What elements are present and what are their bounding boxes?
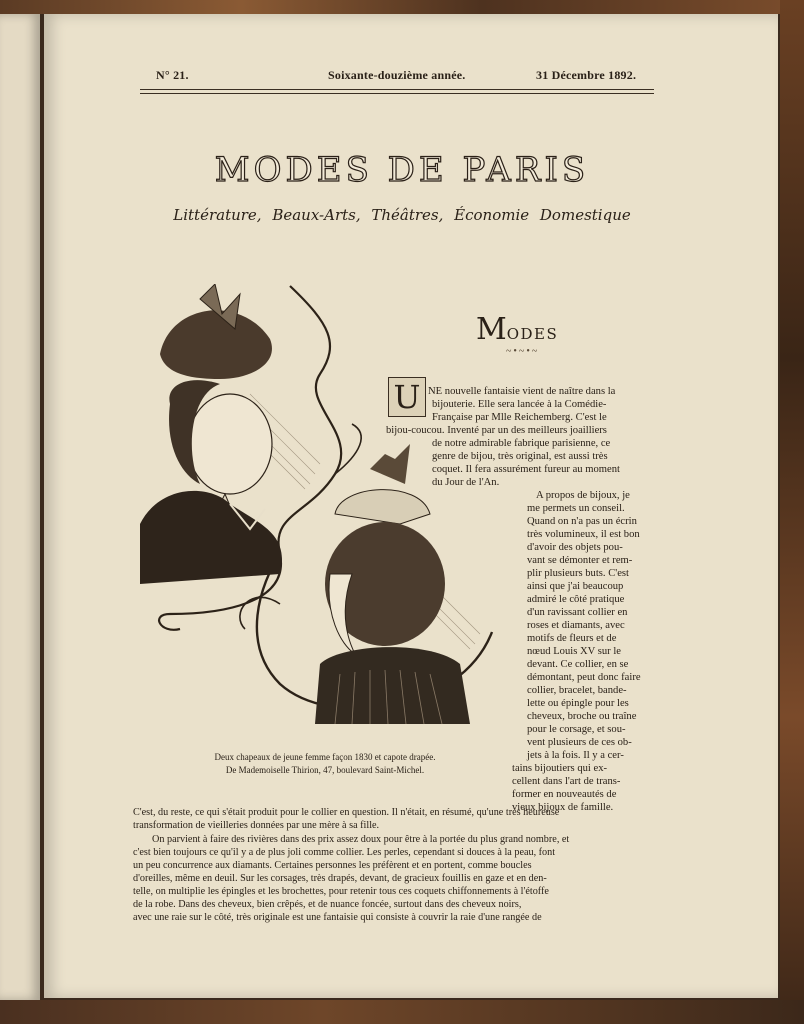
article-line: de la robe. Dans des cheveux, bien crêpés, et de nuance foncée, surtout dans des cheveux noirs, xyxy=(133,899,522,910)
article-line: de notre admirable fabrique parisienne, ce xyxy=(432,438,611,449)
article-line: d'oreilles, même en deuil. Sur les corsages, très drapés, devant, de gracieux fouillis en gaze et en den- xyxy=(133,873,547,884)
article-line: cheveux, broche ou traîne xyxy=(527,711,637,722)
year-label: Soixante-douzième année. xyxy=(328,68,466,82)
article-line: C'est, du reste, ce qui s'était produit pour le collier en question. Il n'était, en résumé, qu'une très heureuse xyxy=(133,807,560,818)
article-line: jets à la fois. Il y a cer- xyxy=(527,750,624,761)
article-line: Quand on n'a pas un écrin xyxy=(527,516,637,527)
article-line: NE nouvelle fantaisie vient de naître dans la xyxy=(428,386,616,397)
article-line: former en nouveautés de xyxy=(512,789,617,800)
article-line: cellent dans l'art de trans- xyxy=(512,776,621,787)
article-line: d'un ravissant collier en xyxy=(527,607,628,618)
header-rule xyxy=(140,89,654,90)
binding-top-edge xyxy=(0,0,804,14)
header-rule-thin xyxy=(140,93,654,94)
article-line: d'avoir des objets pou- xyxy=(527,542,623,553)
article-line: Française par Mlle Reichemberg. C'est le xyxy=(432,412,607,423)
article-line: pour le corsage, et sou- xyxy=(527,724,626,735)
heading-flourish: ~•~•~ xyxy=(506,346,540,357)
article-line: devant. Ce collier, en se xyxy=(527,659,629,670)
article-line: telle, on multiplie les épingles et les brochettes, pour retenir tous ces coquets chiffonnements à l'étoffe xyxy=(133,886,549,897)
article-line: me permets un conseil. xyxy=(527,503,625,514)
binding-bottom-edge xyxy=(0,1000,804,1024)
article-line: admiré le côté pratique xyxy=(527,594,625,605)
article-line: motifs de fleurs et de xyxy=(527,633,617,644)
section-heading-initial: M xyxy=(476,312,507,347)
section-heading-rest: ODES xyxy=(506,325,559,343)
article-line: genre de bijou, très original, est aussi très xyxy=(432,451,608,462)
article-line: c'est bien toujours ce qu'il y a de plus joli comme collier. Les perles, cependant si douces à la peau, font xyxy=(133,847,556,858)
article-line: bijou-coucou. Inventé par un des meilleurs joailliers xyxy=(386,425,607,436)
article-line: du Jour de l'An. xyxy=(432,477,500,488)
article-line: roses et diamants, avec xyxy=(527,620,625,631)
article-line: collier, bracelet, bande- xyxy=(527,685,627,696)
illustration-caption-line-1: Deux chapeaux de jeune femme façon 1830 et capote drapée. xyxy=(214,752,436,762)
article-line: plir plusieurs buts. C'est xyxy=(527,568,629,579)
illustration-caption-line-2: De Mademoiselle Thirion, 47, boulevard Saint-Michel. xyxy=(225,765,425,775)
woman-portrait-left xyxy=(140,284,282,584)
article-line: vent plusieurs de ces ob- xyxy=(527,737,632,748)
article-line: coquet. Il fera assurément fureur au moment xyxy=(432,464,620,475)
article-line: démontant, peut donc faire xyxy=(527,672,641,683)
masthead-subtitle: Littérature, Beaux-Arts, Théâtres, Économie Domestique xyxy=(173,206,631,224)
article-line: A propos de bijoux, je xyxy=(536,490,630,501)
issue-number: N° 21. xyxy=(156,68,189,82)
article-line: un peu concurrence aux diamants. Certaines personnes les préfèrent et en portent, comme boucles xyxy=(133,860,532,871)
article-line: tains bijoutiers qui ex- xyxy=(512,763,608,774)
article-line: lette ou épingle pour les xyxy=(527,698,629,709)
article-line: bijouterie. Elle sera lancée à la Comédie- xyxy=(432,399,607,410)
article-line: vieux bijoux de famille. xyxy=(512,802,614,813)
masthead-title: MODES DE PARIS xyxy=(214,150,590,190)
article-line: nœud Louis XV sur le xyxy=(527,646,621,657)
issue-date: 31 Décembre 1892. xyxy=(536,68,637,82)
article-line: très volumineux, il est bon xyxy=(527,529,640,540)
article-line: vant se démonter et rem- xyxy=(527,555,633,566)
article-line: On parvient à faire des rivières dans des prix assez doux pour être à la portée du plus grand nombre, et xyxy=(152,834,570,845)
article-line: ainsi que j'ai beaucoup xyxy=(527,581,624,592)
article-line: transformation de vieilleries données par une mère à sa fille. xyxy=(133,820,380,831)
drop-cap: U xyxy=(388,377,426,417)
article-line: avec une raie sur le côté, très originale est une fantaisie qui consiste à couvrir la raie d'une rangée de xyxy=(133,912,542,923)
engraving-illustration xyxy=(130,284,500,744)
